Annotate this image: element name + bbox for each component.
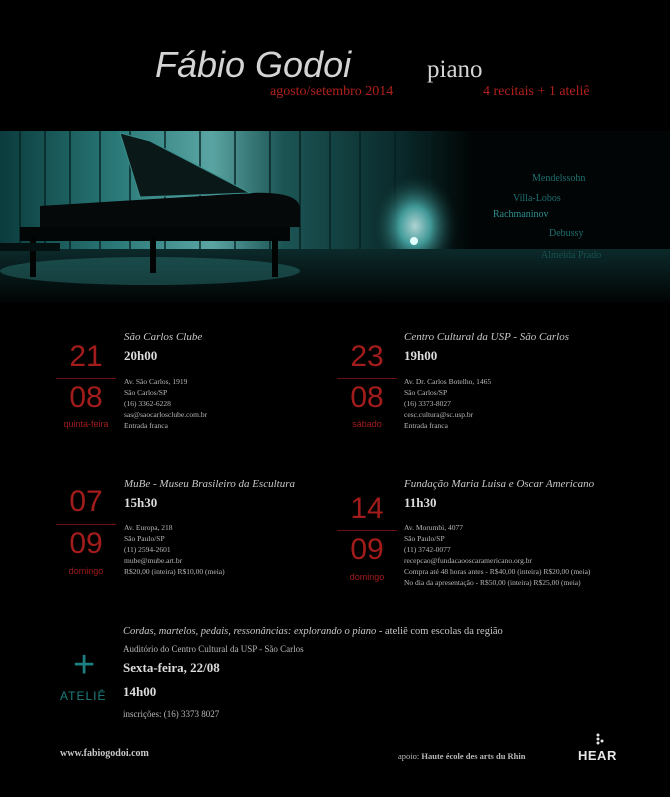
support-label: apoio:: [398, 751, 422, 761]
workshop-title-rest: - ateliê com escolas da região: [376, 626, 503, 637]
event-city: São Carlos/SP: [404, 388, 448, 397]
workshop-venue: Auditório do Centro Cultural da USP - São Carlos: [123, 644, 304, 654]
support-name: Haute école des arts du Rhin: [421, 751, 526, 761]
event-day: 21: [69, 340, 103, 373]
event-details: [404, 376, 491, 431]
date-divider: [337, 530, 397, 531]
event-email: sas@saocarlosclube.com.br: [124, 410, 208, 419]
event-city: São Paulo/SP: [404, 534, 445, 543]
workshop-signup: inscrições: (16) 3373 8027: [123, 709, 220, 719]
event-venue: Fundação Maria Luisa e Oscar Americano: [404, 478, 595, 490]
event-price: R$20,00 (inteira) R$10,00 (meia): [124, 567, 225, 576]
event-day: 23: [350, 340, 384, 373]
event-phone: (11) 2594-2601: [124, 545, 171, 554]
event-price: Entrada franca: [404, 421, 448, 430]
event-venue: Centro Cultural da USP - São Carlos: [404, 331, 570, 343]
event-phone: (16) 3373-8027: [404, 399, 451, 408]
event-price: Entrada franca: [124, 421, 168, 430]
event-time: 15h30: [124, 495, 158, 510]
event-weekday: domingo: [68, 566, 104, 576]
event-phone: (16) 3362-6228: [124, 399, 171, 408]
date-divider: [56, 378, 116, 379]
plus-icon: +: [73, 644, 96, 686]
workshop-title: [123, 626, 503, 637]
event-email: recepcao@fundacaooscaramericano.org.br: [404, 556, 532, 565]
event-city: São Paulo/SP: [124, 534, 165, 543]
workshop-title-italic: Cordas, martelos, pedais, ressonâncias: explorando o piano: [123, 626, 377, 637]
event-email: mube@mube.art.br: [124, 556, 183, 565]
website-link[interactable]: www.fabiogodoi.com: [60, 748, 149, 759]
event-day: 07: [69, 485, 103, 518]
hear-logo: HEAR: [578, 748, 617, 763]
event-city: São Carlos/SP: [124, 388, 168, 397]
date-divider: [337, 378, 397, 379]
instrument-label: piano: [427, 56, 483, 83]
event-venue: São Carlos Clube: [124, 331, 203, 343]
event-time: 19h00: [404, 348, 438, 363]
event-weekday: sábado: [352, 419, 382, 429]
program-summary: 4 recitais + 1 ateliê: [483, 84, 590, 99]
event-email: cesc.cultura@sc.usp.br: [404, 410, 474, 419]
event-day: 14: [350, 492, 384, 525]
workshop-date: Sexta-feira, 22/08: [123, 660, 220, 675]
event-month: 09: [350, 533, 384, 566]
workshop-label: ATELIÊ: [60, 689, 107, 703]
event-price-advance: Compra até 48 horas antes - R$40,00 (inteira) R$20,00 (meia): [404, 567, 591, 576]
event-venue: MuBe - Museu Brasileiro da Escultura: [124, 478, 295, 490]
event-month: 08: [350, 381, 384, 414]
event-phone: (11) 3742-0077: [404, 545, 451, 554]
composer-name: Mendelssohn: [532, 173, 586, 184]
composer-name: Debussy: [549, 228, 584, 239]
event-weekday: domingo: [349, 572, 385, 582]
event-address: Av. Europa, 218: [124, 523, 173, 532]
event-month: 09: [69, 527, 103, 560]
support-credit: [398, 751, 526, 761]
hear-logo-dots-icon: [585, 733, 611, 747]
piano-stage-image: [0, 131, 670, 303]
piano-photo: [0, 131, 670, 303]
composer-name: Almeida Prado: [541, 250, 602, 261]
event-address: Av. Dr. Carlos Botelho, 1465: [404, 377, 492, 386]
event-details: [124, 376, 207, 431]
event-details: [124, 522, 225, 577]
event-address: Av. São Carlos, 1919: [124, 377, 188, 386]
composer-name: Rachmaninov: [493, 209, 549, 220]
event-time: 11h30: [404, 495, 437, 510]
composer-name: Villa-Lobos: [513, 193, 561, 204]
event-time: 20h00: [124, 348, 158, 363]
event-weekday: quinta-feira: [63, 419, 109, 429]
event-address: Av. Morumbi, 4077: [404, 523, 463, 532]
event-month: 08: [69, 381, 103, 414]
artist-name: Fábio Godoi: [155, 44, 352, 85]
event-details: [404, 522, 590, 588]
date-divider: [56, 524, 116, 525]
workshop-time: 14h00: [123, 684, 157, 699]
event-price-day: No dia da apresentação - R$50,00 (inteira) R$25,00 (meia): [404, 578, 581, 587]
season-dates: agosto/setembro 2014: [270, 84, 394, 99]
